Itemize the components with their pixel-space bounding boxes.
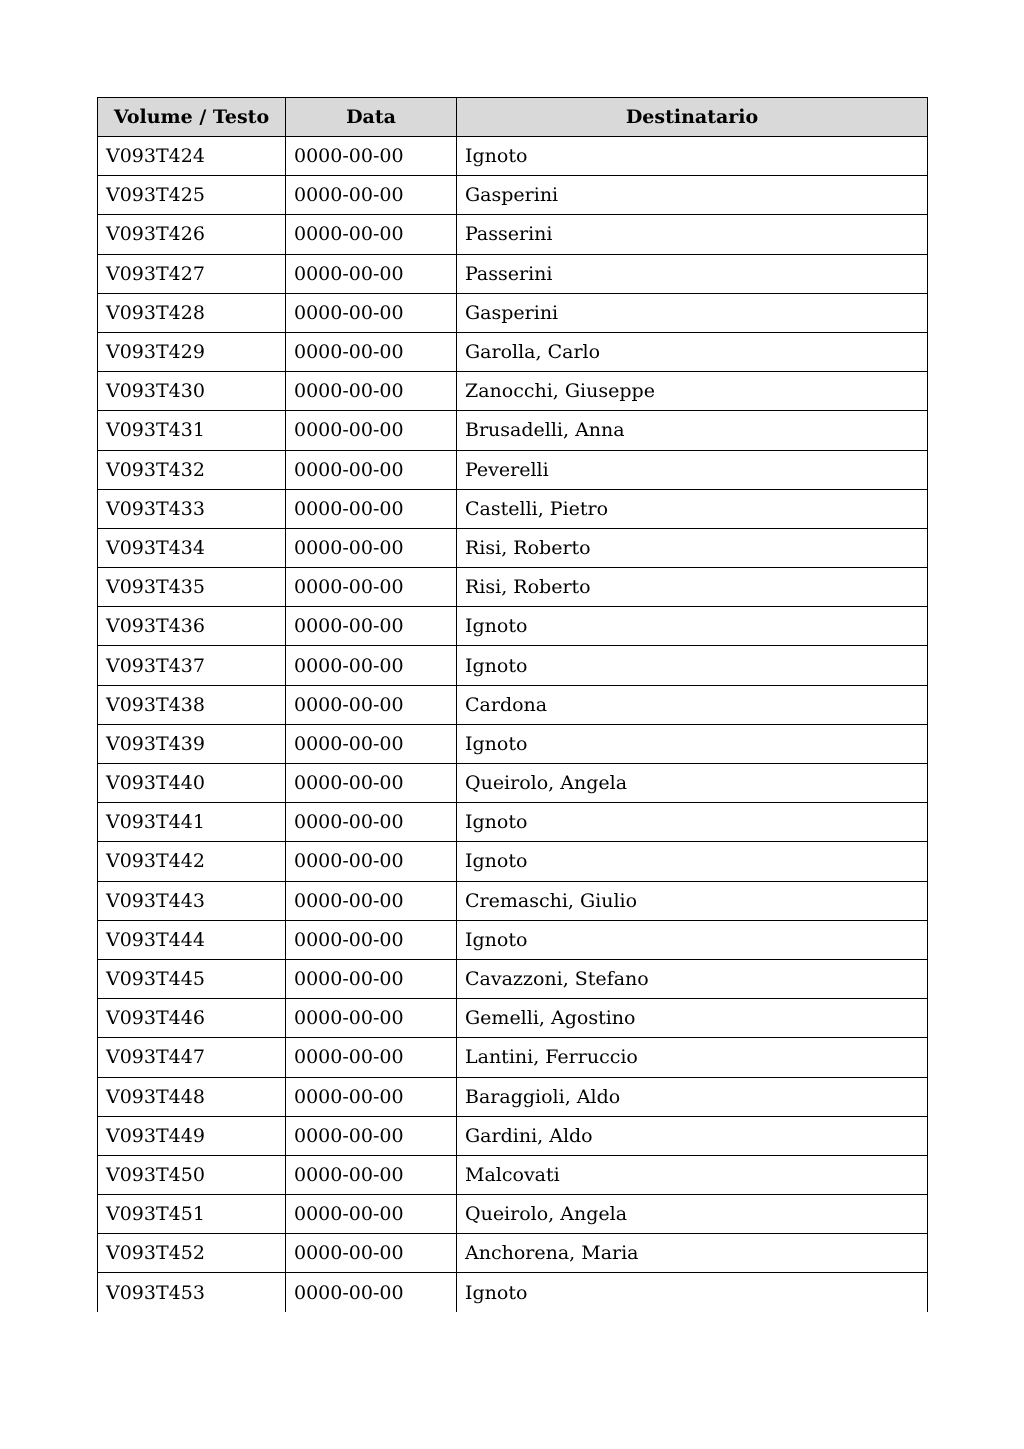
cell-volume-testo: V093T435 [98, 568, 286, 607]
table-row [98, 293, 928, 332]
cell-destinatario: Baraggioli, Aldo [457, 1077, 928, 1116]
cell-volume-testo: V093T437 [98, 646, 286, 685]
cell-destinatario: Zanocchi, Giuseppe [457, 372, 928, 411]
table-row [98, 254, 928, 293]
cell-data: 0000-00-00 [286, 215, 457, 254]
cell-destinatario: Gasperini [457, 293, 928, 332]
table-row [98, 411, 928, 450]
cell-data: 0000-00-00 [286, 1116, 457, 1155]
cell-data: 0000-00-00 [286, 842, 457, 881]
cell-data: 0000-00-00 [286, 881, 457, 920]
table-row [98, 176, 928, 215]
table-row [98, 372, 928, 411]
cell-volume-testo: V093T449 [98, 1116, 286, 1155]
table-row [98, 137, 928, 176]
cell-destinatario: Gemelli, Agostino [457, 999, 928, 1038]
cell-destinatario: Ignoto [457, 803, 928, 842]
cell-volume-testo: V093T433 [98, 489, 286, 528]
table-row [98, 764, 928, 803]
table-row [98, 646, 928, 685]
cell-data: 0000-00-00 [286, 528, 457, 567]
cell-volume-testo: V093T441 [98, 803, 286, 842]
cell-data: 0000-00-00 [286, 685, 457, 724]
cell-volume-testo: V093T434 [98, 528, 286, 567]
cell-volume-testo: V093T425 [98, 176, 286, 215]
header-row [98, 98, 928, 137]
cell-volume-testo: V093T448 [98, 1077, 286, 1116]
cell-destinatario: Ignoto [457, 607, 928, 646]
cell-data: 0000-00-00 [286, 724, 457, 763]
cell-data: 0000-00-00 [286, 1077, 457, 1116]
register-table [97, 97, 928, 1312]
cell-destinatario: Cardona [457, 685, 928, 724]
table-row [98, 685, 928, 724]
table-row [98, 607, 928, 646]
cell-volume-testo: V093T432 [98, 450, 286, 489]
table-row [98, 1116, 928, 1155]
table-row [98, 1038, 928, 1077]
table-row [98, 724, 928, 763]
cell-destinatario: Risi, Roberto [457, 528, 928, 567]
cell-volume-testo: V093T438 [98, 685, 286, 724]
cell-data: 0000-00-00 [286, 1195, 457, 1234]
cell-volume-testo: V093T426 [98, 215, 286, 254]
cell-data: 0000-00-00 [286, 1155, 457, 1194]
cell-volume-testo: V093T451 [98, 1195, 286, 1234]
cell-data: 0000-00-00 [286, 411, 457, 450]
cell-data: 0000-00-00 [286, 764, 457, 803]
cell-volume-testo: V093T442 [98, 842, 286, 881]
cell-volume-testo: V093T446 [98, 999, 286, 1038]
table-row [98, 1155, 928, 1194]
cell-data: 0000-00-00 [286, 254, 457, 293]
cell-data: 0000-00-00 [286, 607, 457, 646]
cell-destinatario: Anchorena, Maria [457, 1234, 928, 1273]
cell-destinatario: Brusadelli, Anna [457, 411, 928, 450]
cell-volume-testo: V093T424 [98, 137, 286, 176]
header-data: Data [286, 98, 457, 137]
cell-volume-testo: V093T436 [98, 607, 286, 646]
cell-data: 0000-00-00 [286, 999, 457, 1038]
cell-destinatario: Ignoto [457, 137, 928, 176]
cell-destinatario: Ignoto [457, 1273, 928, 1312]
table-row [98, 842, 928, 881]
cell-destinatario: Castelli, Pietro [457, 489, 928, 528]
cell-destinatario: Queirolo, Angela [457, 1195, 928, 1234]
cell-volume-testo: V093T450 [98, 1155, 286, 1194]
cell-volume-testo: V093T427 [98, 254, 286, 293]
table-row [98, 959, 928, 998]
cell-volume-testo: V093T443 [98, 881, 286, 920]
cell-destinatario: Passerini [457, 215, 928, 254]
table-header [98, 98, 928, 137]
cell-destinatario: Ignoto [457, 842, 928, 881]
cell-data: 0000-00-00 [286, 1038, 457, 1077]
table-row [98, 1273, 928, 1312]
cell-data: 0000-00-00 [286, 803, 457, 842]
cell-volume-testo: V093T445 [98, 959, 286, 998]
cell-data: 0000-00-00 [286, 176, 457, 215]
table-row [98, 803, 928, 842]
table-row [98, 920, 928, 959]
cell-destinatario: Ignoto [457, 724, 928, 763]
cell-data: 0000-00-00 [286, 372, 457, 411]
cell-data: 0000-00-00 [286, 450, 457, 489]
table-row [98, 1077, 928, 1116]
cell-destinatario: Risi, Roberto [457, 568, 928, 607]
cell-volume-testo: V093T447 [98, 1038, 286, 1077]
cell-volume-testo: V093T429 [98, 332, 286, 371]
cell-destinatario: Cavazzoni, Stefano [457, 959, 928, 998]
cell-destinatario: Cremaschi, Giulio [457, 881, 928, 920]
cell-destinatario: Peverelli [457, 450, 928, 489]
table-row [98, 1234, 928, 1273]
cell-volume-testo: V093T431 [98, 411, 286, 450]
table-row [98, 528, 928, 567]
cell-data: 0000-00-00 [286, 646, 457, 685]
table-row [98, 332, 928, 371]
cell-volume-testo: V093T430 [98, 372, 286, 411]
table-row [98, 999, 928, 1038]
cell-volume-testo: V093T428 [98, 293, 286, 332]
cell-data: 0000-00-00 [286, 959, 457, 998]
cell-data: 0000-00-00 [286, 293, 457, 332]
cell-data: 0000-00-00 [286, 1234, 457, 1273]
table-row [98, 450, 928, 489]
cell-volume-testo: V093T444 [98, 920, 286, 959]
cell-data: 0000-00-00 [286, 1273, 457, 1312]
cell-destinatario: Ignoto [457, 646, 928, 685]
header-volume-testo: Volume / Testo [98, 98, 286, 137]
cell-destinatario: Garolla, Carlo [457, 332, 928, 371]
cell-destinatario: Ignoto [457, 920, 928, 959]
table-row [98, 215, 928, 254]
cell-destinatario: Malcovati [457, 1155, 928, 1194]
cell-destinatario: Queirolo, Angela [457, 764, 928, 803]
cell-data: 0000-00-00 [286, 568, 457, 607]
table-row [98, 1195, 928, 1234]
table-body [98, 137, 928, 1313]
cell-data: 0000-00-00 [286, 137, 457, 176]
cell-destinatario: Gardini, Aldo [457, 1116, 928, 1155]
cell-data: 0000-00-00 [286, 489, 457, 528]
cell-destinatario: Gasperini [457, 176, 928, 215]
cell-data: 0000-00-00 [286, 332, 457, 371]
cell-volume-testo: V093T440 [98, 764, 286, 803]
cell-destinatario: Lantini, Ferruccio [457, 1038, 928, 1077]
cell-destinatario: Passerini [457, 254, 928, 293]
cell-volume-testo: V093T439 [98, 724, 286, 763]
table-row [98, 568, 928, 607]
header-destinatario: Destinatario [457, 98, 928, 137]
table-row [98, 489, 928, 528]
cell-volume-testo: V093T452 [98, 1234, 286, 1273]
table-row [98, 881, 928, 920]
cell-volume-testo: V093T453 [98, 1273, 286, 1312]
cell-data: 0000-00-00 [286, 920, 457, 959]
